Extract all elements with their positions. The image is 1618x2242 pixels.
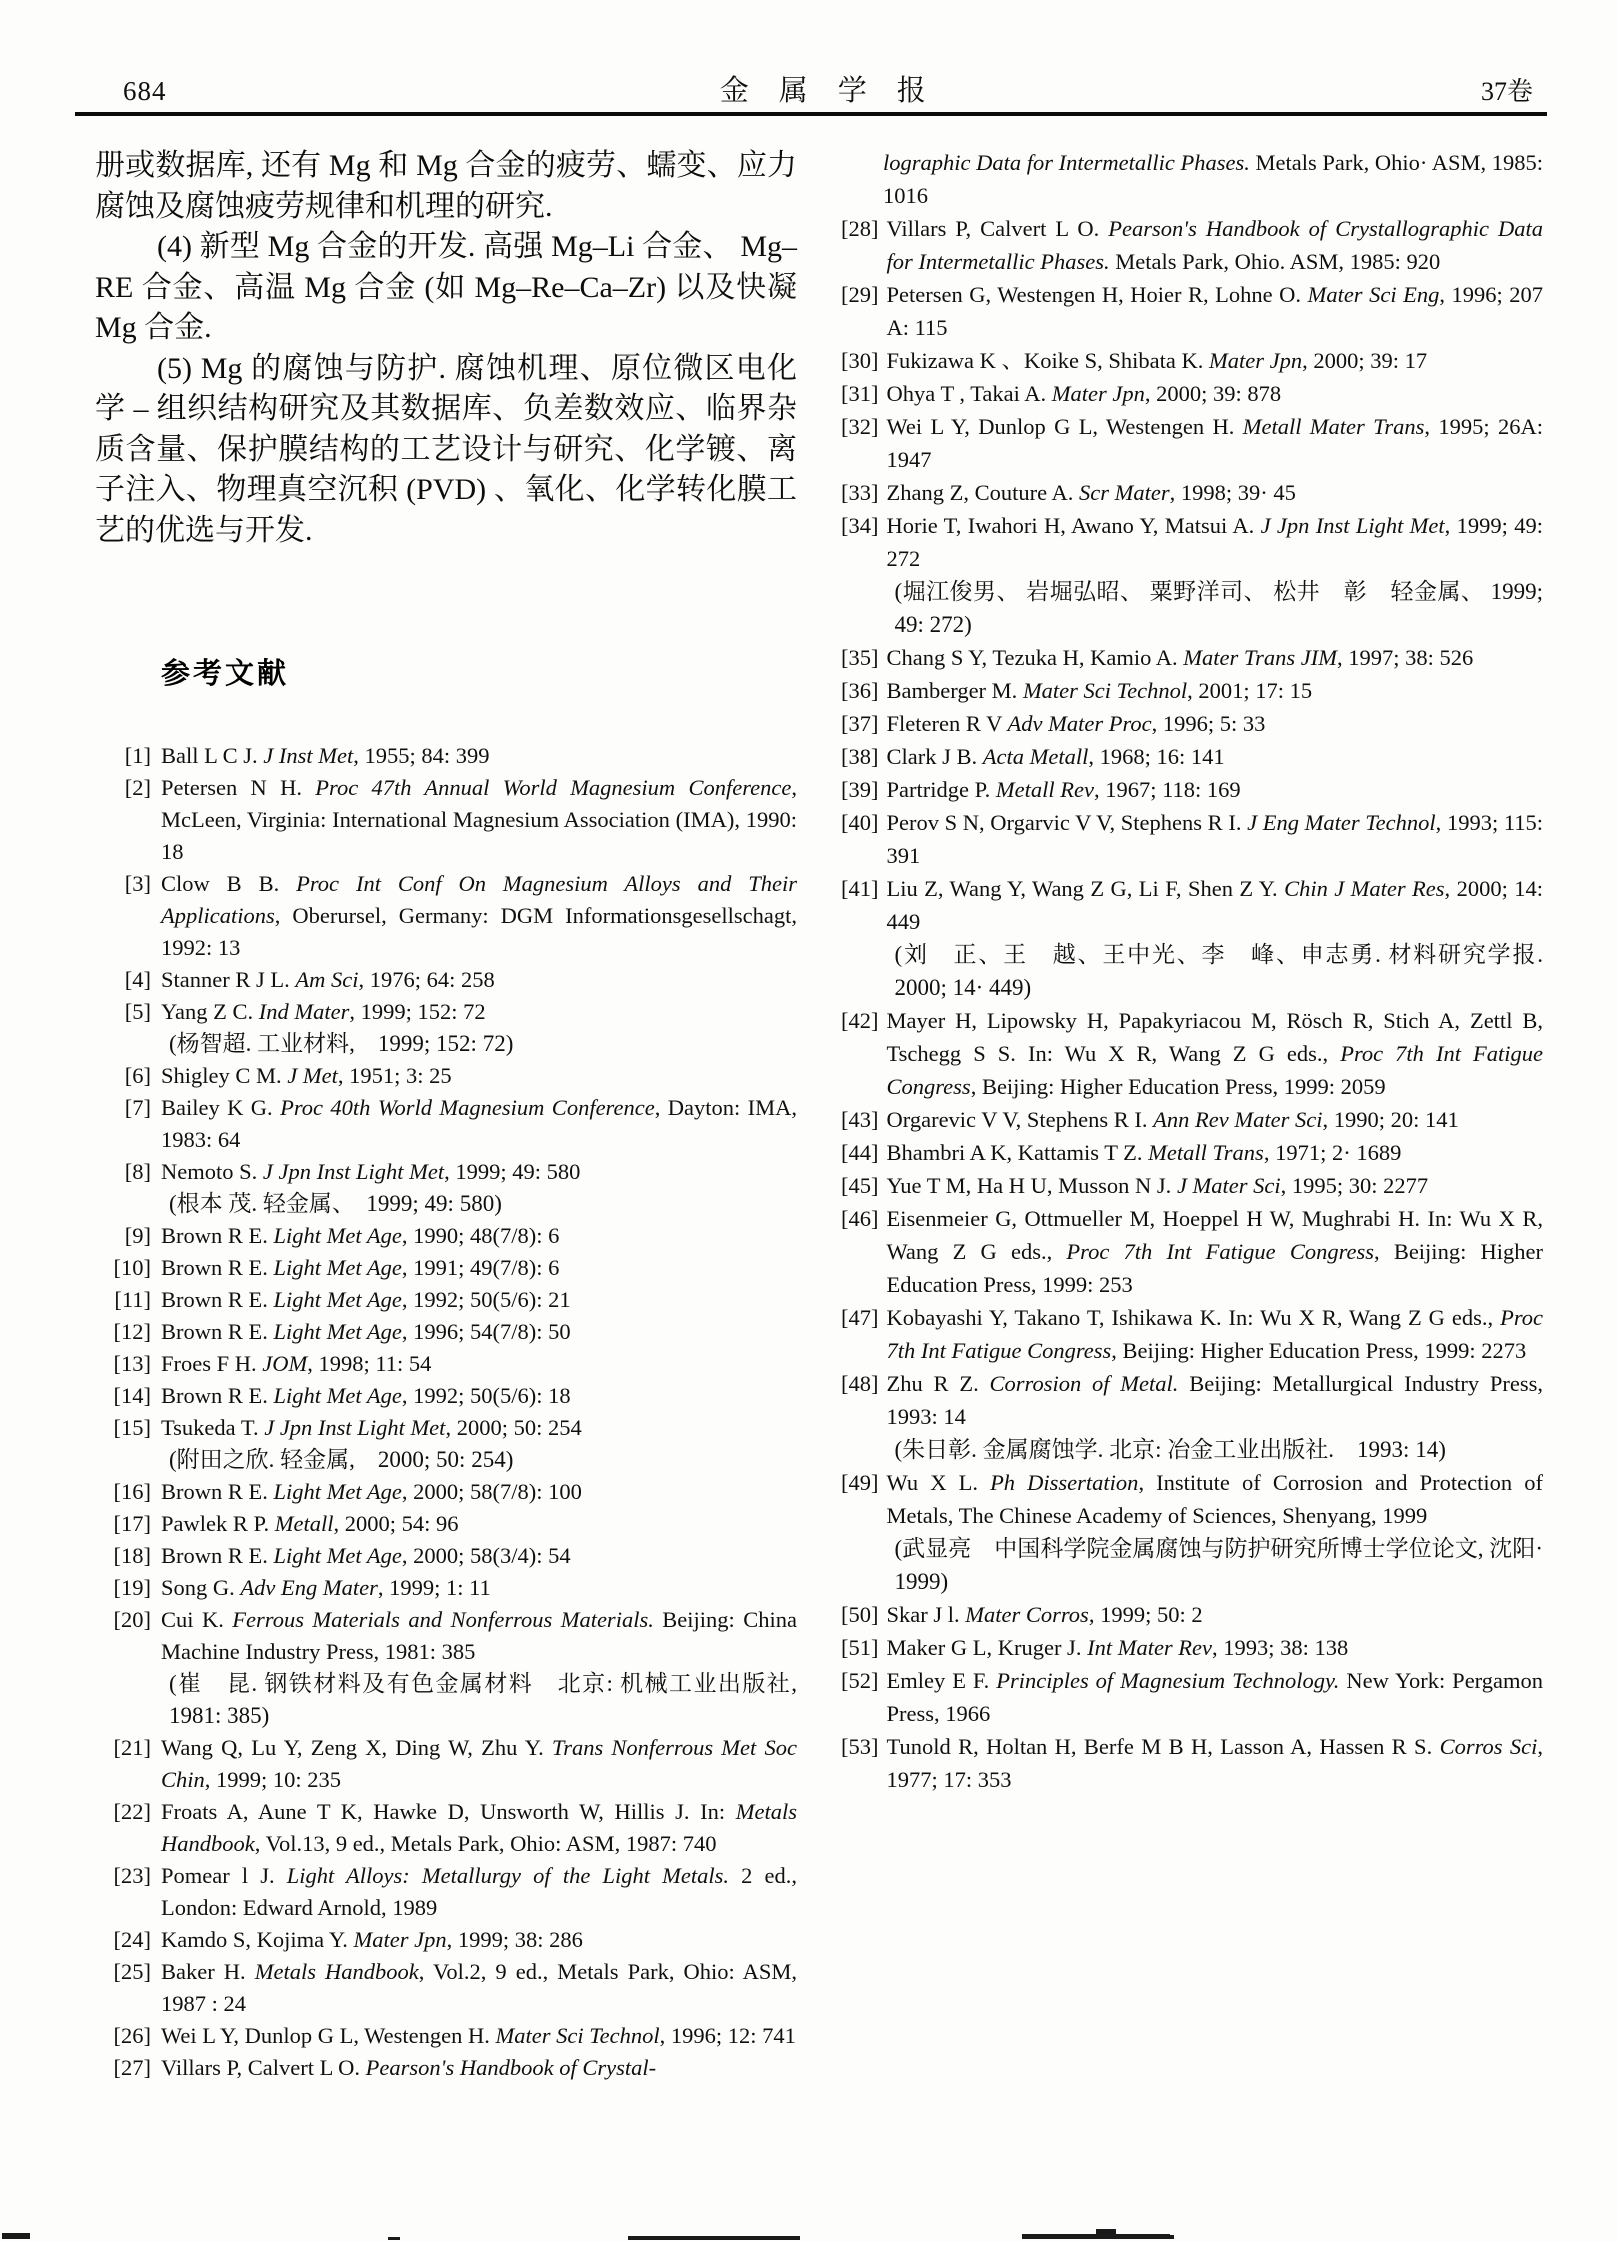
reference-text: Froats A, Aune T K, Hawke D, Unsworth W, Hillis J. In: Metals Handbook, Vol.13, 9 ed., Metals Park, Ohio: ASM, 1987: 740: [161, 1799, 797, 1856]
reference-item: [95, 1476, 797, 1508]
reference-item: [95, 1316, 797, 1348]
reference-number: [47]: [841, 1305, 879, 1330]
reference-number: [32]: [841, 414, 879, 439]
reference-number: [30]: [841, 348, 879, 373]
reference-item: [95, 1412, 797, 1476]
reference-number: [49]: [841, 1470, 879, 1495]
reference-item: [841, 1103, 1543, 1136]
reference-item: [95, 1572, 797, 1604]
reference-text: Stanner R J L. Am Sci, 1976; 64: 258: [161, 967, 495, 992]
reference-text: Bhambri A K, Kattamis T Z. Metall Trans, 1971; 2· 1689: [886, 1140, 1402, 1165]
reference-item: [841, 641, 1543, 674]
reference-number: [26]: [113, 2023, 151, 2048]
reference-number: [5]: [124, 999, 151, 1024]
reference-text: Kamdo S, Kojima Y. Mater Jpn, 1999; 38: 286: [161, 1927, 583, 1952]
reference-chinese-text: (崔 昆. 钢铁材料及有色金属材料 北京: 机械工业出版社, 1981: 385): [169, 1671, 797, 1728]
scan-artifact-mark: [2, 2233, 30, 2239]
reference-number: [1]: [124, 743, 151, 768]
reference-chinese-text: (堀江俊男、 岩堀弘昭、 粟野洋司、 松井 彰 轻金属、 1999; 49: 272): [894, 579, 1543, 637]
reference-item: [95, 1092, 797, 1156]
reference-text: Tunold R, Holtan H, Berfe M B H, Lasson A, Hassen R S. Corros Sci, 1977; 17: 353: [886, 1734, 1543, 1792]
reference-item: [841, 476, 1543, 509]
reference-item: [95, 1220, 797, 1252]
reference-item: [841, 1631, 1543, 1664]
reference-text: Pomear l J. Light Alloys: Metallurgy of the Light Metals. 2 ed., London: Edward Arnold, 1989: [161, 1863, 797, 1920]
scan-artifact-mark: [1096, 2229, 1116, 2237]
reference-number: [12]: [113, 1319, 151, 1344]
reference-number: [39]: [841, 777, 879, 802]
reference-text: Bamberger M. Mater Sci Technol, 2001; 17: 15: [886, 678, 1313, 703]
reference-text: Nemoto S. J Jpn Inst Light Met, 1999; 49: 580 (根本 茂. 轻金属、 1999; 49: 580): [161, 1156, 797, 1220]
intro-paragraph: (5) Mg 的腐蚀与防护. 腐蚀机理、原位微区电化学 – 组织结构研究及其数据库、负差数效应、临界杂质含量、保护膜结构的工艺设计与研究、化学镀、离子注入、物理真空沉积 (PVD) 、氧化、化学转化膜工艺的优选与开发.: [95, 351, 797, 547]
reference-number: [52]: [841, 1668, 879, 1693]
header-rule: [75, 112, 1547, 116]
reference-item: [841, 806, 1543, 872]
intro-paragraph: (4) 新型 Mg 合金的开发. 高强 Mg–Li 合金、 Mg–RE 合金、高温 Mg 合金 (如 Mg–Re–Ca–Zr) 以及快凝 Mg 合金.: [95, 230, 797, 344]
reference-number: [17]: [113, 1511, 151, 1536]
reference-number: [38]: [841, 744, 879, 769]
reference-item: [95, 996, 797, 1060]
reference-item: [95, 1732, 797, 1796]
reference-text: Wei L Y, Dunlop G L, Westengen H. Metall Mater Trans, 1995; 26A: 1947: [886, 414, 1543, 472]
reference-item: [841, 278, 1543, 344]
reference-number: [4]: [124, 967, 151, 992]
reference-number: [10]: [113, 1255, 151, 1280]
reference-text: Chang S Y, Tezuka H, Kamio A. Mater Trans JIM, 1997; 38: 526: [886, 645, 1474, 670]
reference-item: [841, 674, 1543, 707]
reference-text: Fukizawa K 、Koike S, Shibata K. Mater Jpn, 2000; 39: 17: [886, 348, 1428, 373]
reference-item: [841, 212, 1543, 278]
reference-number: [43]: [841, 1107, 879, 1132]
reference-text: Liu Z, Wang Y, Wang Z G, Li F, Shen Z Y. Chin J Mater Res, 2000; 14: 449 (刘 正、王 越、王中光、李 峰、申志勇. 材料研究学报. 2000; 14· 449): [887, 872, 1544, 1004]
reference-text: lographic Data for Intermetallic Phases. Metals Park, Ohio· ASM, 1985: 1016: [883, 150, 1543, 208]
reference-text: Bailey K G. Proc 40th World Magnesium Conference, Dayton: IMA, 1983: 64: [161, 1095, 797, 1152]
reference-item: [95, 964, 797, 996]
reference-text: Partridge P. Metall Rev, 1967; 118: 169: [886, 777, 1241, 802]
reference-text: Emley E F. Principles of Magnesium Technology. New York: Pergamon Press, 1966: [886, 1668, 1544, 1726]
reference-item: [841, 344, 1543, 377]
reference-number: [23]: [113, 1863, 151, 1888]
reference-text: Brown R E. Light Met Age, 1992; 50(5/6): 21: [161, 1287, 571, 1312]
reference-text: Petersen N H. Proc 47th Annual World Magnesium Conference, McLeen, Virginia: International Magnesium Association (IMA), 1990: 18: [161, 775, 797, 864]
reference-item: [841, 1730, 1543, 1796]
reference-text: Brown R E. Light Met Age, 2000; 58(7/8): 100: [161, 1479, 582, 1504]
reference-number: [9]: [124, 1223, 151, 1248]
reference-number: [41]: [841, 876, 879, 901]
reference-text: Tsukeda T. J Jpn Inst Light Met, 2000; 50: 254 (附田之欣. 轻金属, 2000; 50: 254): [161, 1412, 797, 1476]
reference-number: [31]: [841, 381, 879, 406]
reference-item: [95, 1860, 797, 1924]
reference-text: Villars P, Calvert L O. Pearson's Handbook of Crystal-: [161, 2055, 657, 2080]
reference-item: [841, 1202, 1543, 1301]
reference-item: [841, 1004, 1543, 1103]
reference-item: [841, 1598, 1543, 1631]
reference-text: Pawlek R P. Metall, 2000; 54: 96: [161, 1511, 459, 1536]
reference-text: Zhu R Z. Corrosion of Metal. Beijing: Metallurgical Industry Press, 1993: 14 (朱日彰. 金属腐蚀学. 北京: 冶金工业出版社. 1993: 14): [887, 1367, 1544, 1466]
reference-item: [841, 1301, 1543, 1367]
reference-number: [22]: [113, 1799, 151, 1824]
reference-item: [95, 1924, 797, 1956]
reference-item: [95, 1284, 797, 1316]
reference-item: [841, 707, 1543, 740]
reference-number: [19]: [113, 1575, 151, 1600]
reference-number: [27]: [113, 2055, 151, 2080]
reference-number: [16]: [113, 1479, 151, 1504]
reference-text: Clark J B. Acta Metall, 1968; 16: 141: [886, 744, 1225, 769]
reference-item: [95, 1156, 797, 1220]
reference-number: [44]: [841, 1140, 879, 1165]
reference-text: Kobayashi Y, Takano T, Ishikawa K. In: Wu X R, Wang Z G eds., Proc 7th Int Fatigue Congress, Beijing: Higher Education Press, 1999: 2273: [886, 1305, 1543, 1363]
reference-text: Wang Q, Lu Y, Zeng X, Ding W, Zhu Y. Trans Nonferrous Met Soc Chin, 1999; 10: 235: [161, 1735, 797, 1792]
reference-item: [95, 1956, 797, 2020]
reference-item: [95, 2052, 797, 2084]
reference-text: Horie T, Iwahori H, Awano Y, Matsui A. J Jpn Inst Light Met, 1999; 49: 272 (堀江俊男、 岩堀弘昭、 粟野洋司、 松井 彰 轻金属、 1999; 49: 272): [887, 509, 1544, 641]
reference-item: [841, 740, 1543, 773]
reference-text: Brown R E. Light Met Age, 2000; 58(3/4): 54: [161, 1543, 571, 1568]
reference-number: [46]: [841, 1206, 879, 1231]
references-heading: 参考文献: [161, 658, 290, 690]
volume-number: 37卷: [1480, 77, 1533, 106]
reference-chinese-text: (附田之欣. 轻金属, 2000; 50: 254): [169, 1447, 514, 1472]
reference-item: [841, 1136, 1543, 1169]
reference-text: Cui K. Ferrous Materials and Nonferrous Materials. Beijing: China Machine Industry Press, 1981: 385 (崔 昆. 钢铁材料及有色金属材料 北京: 机械工业出版社, 1981: 385): [161, 1604, 797, 1732]
reference-chinese-text: (刘 正、王 越、王中光、李 峰、申志勇. 材料研究学报. 2000; 14· 449): [894, 942, 1543, 1000]
reference-text: Ball L C J. J Inst Met, 1955; 84: 399: [161, 743, 490, 768]
reference-number: [25]: [113, 1959, 151, 1984]
reference-text: Villars P, Calvert L O. Pearson's Handbook of Crystallographic Data for Intermetallic Phases. Metals Park, Ohio. ASM, 1985: 920: [886, 216, 1543, 274]
reference-item: [95, 740, 797, 772]
reference-chinese-text: (根本 茂. 轻金属、 1999; 49: 580): [169, 1191, 502, 1216]
reference-item: [841, 410, 1543, 476]
journal-title: 金属学报: [719, 75, 956, 107]
reference-number: [11]: [114, 1287, 151, 1312]
reference-number: [13]: [113, 1351, 151, 1376]
reference-number: [45]: [841, 1173, 879, 1198]
reference-text: Brown R E. Light Met Age, 1992; 50(5/6): 18: [161, 1383, 571, 1408]
reference-item: [841, 377, 1543, 410]
reference-item: [841, 1169, 1543, 1202]
reference-number: [7]: [124, 1095, 151, 1120]
page-header: [75, 68, 1545, 109]
reference-number: [36]: [841, 678, 879, 703]
reference-item: [95, 1604, 797, 1732]
reference-item: [95, 1348, 797, 1380]
reference-number: [34]: [841, 513, 879, 538]
page-number: 684: [123, 76, 167, 106]
reference-text: Baker H. Metals Handbook, Vol.2, 9 ed., Metals Park, Ohio: ASM, 1987 : 24: [161, 1959, 797, 2016]
reference-item: [95, 1508, 797, 1540]
page-body: [95, 146, 1566, 2084]
reference-item: [841, 1664, 1543, 1730]
reference-text: Clow B B. Proc Int Conf On Magnesium Alloys and Their Applications, Oberursel, Germany: DGM Informationsgesellschagt, 1992: 13: [161, 871, 797, 960]
reference-number: [2]: [124, 775, 151, 800]
reference-number: [42]: [841, 1008, 879, 1033]
right-column: [841, 146, 1566, 2084]
reference-text: Froes F H. JOM, 1998; 11: 54: [161, 1351, 432, 1376]
references-list-left: [95, 740, 797, 2084]
reference-item: [95, 868, 797, 964]
reference-text: Orgarevic V V, Stephens R I. Ann Rev Mater Sci, 1990; 20: 141: [886, 1107, 1459, 1132]
scan-artifact-mark: [388, 2237, 400, 2240]
reference-item: [95, 772, 797, 868]
reference-item: [841, 872, 1543, 1004]
reference-text: Brown R E. Light Met Age, 1996; 54(7/8): 50: [161, 1319, 571, 1344]
reference-number: [33]: [841, 480, 879, 505]
reference-text: Petersen G, Westengen H, Hoier R, Lohne O. Mater Sci Eng, 1996; 207 A: 115: [886, 282, 1544, 340]
reference-number: [18]: [113, 1543, 151, 1568]
reference-number: [35]: [841, 645, 879, 670]
reference-text: Shigley C M. J Met, 1951; 3: 25: [161, 1063, 452, 1088]
reference-item: [95, 1796, 797, 1860]
reference-text: Song G. Adv Eng Mater, 1999; 1: 11: [161, 1575, 491, 1600]
reference-number: [51]: [841, 1635, 879, 1660]
reference-item: [841, 146, 1543, 212]
reference-text: Brown R E. Light Met Age, 1991; 49(7/8): 6: [161, 1255, 560, 1280]
reference-text: Maker G L, Kruger J. Int Mater Rev, 1993; 38: 138: [886, 1635, 1349, 1660]
reference-item: [841, 1466, 1566, 1598]
reference-text: Wei L Y, Dunlop G L, Westengen H. Mater Sci Technol, 1996; 12: 741: [161, 2023, 796, 2048]
reference-text: Yue T M, Ha H U, Musson N J. J Mater Sci, 1995; 30: 2277: [886, 1173, 1429, 1198]
reference-item: [841, 509, 1543, 641]
reference-item: [95, 1540, 797, 1572]
reference-number: [40]: [841, 810, 879, 835]
reference-number: [50]: [841, 1602, 879, 1627]
left-column: [95, 146, 797, 2084]
reference-number: [29]: [841, 282, 879, 307]
reference-item: [95, 1252, 797, 1284]
scan-artifact-mark: [1158, 2235, 1174, 2239]
reference-text: Perov S N, Orgarvic V V, Stephens R I. J Eng Mater Technol, 1993; 115: 391: [886, 810, 1544, 868]
reference-number: [6]: [124, 1063, 151, 1088]
reference-text: Zhang Z, Couture A. Scr Mater, 1998; 39· 45: [886, 480, 1296, 505]
scan-artifact-mark: [628, 2236, 800, 2240]
reference-text: Ohya T , Takai A. Mater Jpn, 2000; 39: 878: [886, 381, 1282, 406]
reference-text: Brown R E. Light Met Age, 1990; 48(7/8): 6: [161, 1223, 560, 1248]
reference-chinese-text: (朱日彰. 金属腐蚀学. 北京: 冶金工业出版社. 1993: 14): [894, 1437, 1446, 1462]
reference-text: Mayer H, Lipowsky H, Papakyriacou M, Rösch R, Stich A, Zettl B, Tschegg S S. In: Wu X R, Wang Z G eds., Proc 7th Int Fatigue Congress, Beijing: Higher Education Press, 1999: 2059: [886, 1008, 1543, 1099]
reference-text: Fleteren R V Adv Mater Proc, 1996; 5: 33: [886, 711, 1266, 736]
reference-chinese-text: (杨智超. 工业材料, 1999; 152: 72): [169, 1031, 514, 1056]
references-list-right: [841, 146, 1566, 1796]
reference-text: Eisenmeier G, Ottmueller M, Hoeppel H W, Mughrabi H. In: Wu X R, Wang Z G eds., Proc 7th Int Fatigue Congress, Beijing: Higher Education Press, 1999: 253: [886, 1206, 1543, 1297]
reference-number: [21]: [113, 1735, 151, 1760]
reference-number: [28]: [841, 216, 879, 241]
reference-text: Wu X L. Ph Dissertation, Institute of Corrosion and Protection of Metals, The Chinese Academy of Sciences, Shenyang, 1999 (武显亮 中国科学院金属腐蚀与防护研究所博士学位论文, 沈阳· 1999): [887, 1466, 1544, 1598]
reference-text: Skar J l. Mater Corros, 1999; 50: 2: [886, 1602, 1203, 1627]
intro-paragraphs: [95, 146, 797, 551]
reference-number: [8]: [124, 1159, 151, 1184]
reference-number: [53]: [841, 1734, 879, 1759]
reference-number: [48]: [841, 1371, 879, 1396]
reference-number: [3]: [124, 871, 151, 896]
reference-number: [37]: [841, 711, 879, 736]
reference-number: [15]: [113, 1415, 151, 1440]
reference-item: [95, 2020, 797, 2052]
reference-number: [20]: [113, 1607, 151, 1632]
reference-item: [841, 1367, 1543, 1466]
intro-paragraph: 册或数据库, 还有 Mg 和 Mg 合金的疲劳、蠕变、应力腐蚀及腐蚀疲劳规律和机理的研究.: [95, 149, 797, 223]
reference-item: [841, 773, 1543, 806]
reference-chinese-text: (武显亮 中国科学院金属腐蚀与防护研究所博士学位论文, 沈阳· 1999): [894, 1536, 1566, 1594]
reference-item: [95, 1380, 797, 1412]
reference-number: [24]: [113, 1927, 151, 1952]
reference-number: [14]: [113, 1383, 151, 1408]
reference-text: Yang Z C. Ind Mater, 1999; 152: 72 (杨智超. 工业材料, 1999; 152: 72): [161, 996, 797, 1060]
reference-item: [95, 1060, 797, 1092]
